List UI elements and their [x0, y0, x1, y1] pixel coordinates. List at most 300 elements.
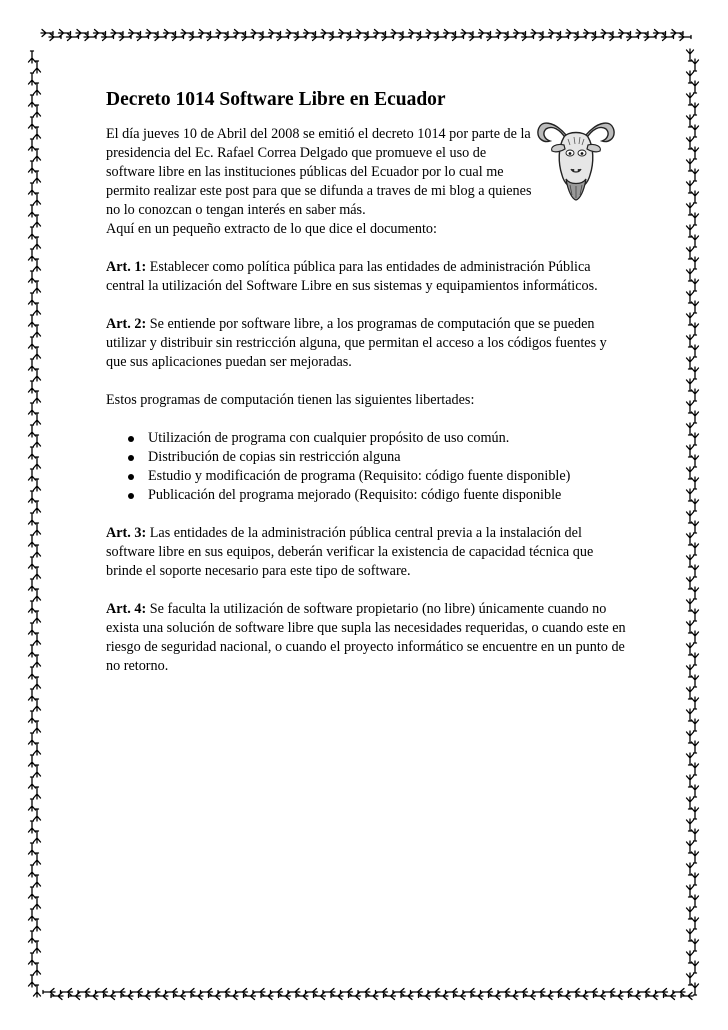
bird-track-icon: [621, 989, 633, 996]
article-label: Art. 2:: [106, 316, 147, 332]
border-left: [29, 51, 41, 997]
bird-track-icon: [321, 30, 333, 37]
bird-track-icon: [29, 491, 36, 503]
bird-track-icon: [692, 587, 699, 599]
bird-track-icon: [288, 989, 300, 996]
bird-track-icon: [356, 30, 368, 37]
bird-track-icon: [654, 30, 666, 37]
bird-track-icon: [687, 335, 694, 347]
bird-track-icon: [692, 939, 699, 951]
bird-track-icon: [286, 30, 298, 37]
bird-track-icon: [687, 885, 694, 897]
bird-track-icon: [34, 171, 41, 183]
bird-track-icon: [139, 993, 151, 1000]
bird-track-icon: [358, 989, 370, 996]
bird-track-icon: [349, 993, 361, 1000]
bird-track-icon: [454, 993, 466, 1000]
bird-track-icon: [428, 989, 440, 996]
list-item-text: Utilización de programa con cualquier propósito de uso común.: [148, 430, 510, 446]
bird-track-icon: [29, 139, 36, 151]
bird-track-icon: [444, 30, 456, 37]
document-body: [106, 88, 626, 695]
bird-track-icon: [279, 993, 291, 1000]
bird-track-icon: [391, 30, 403, 37]
bird-track-icon: [463, 989, 475, 996]
bird-track-icon: [692, 191, 699, 203]
extract-intro: Aquí en un pequeño extracto de lo que dice el documento:: [106, 221, 437, 237]
bird-track-icon: [687, 181, 694, 193]
bird-track-icon: [174, 993, 186, 1000]
bird-track-icon: [687, 159, 694, 171]
border-bottom: [43, 989, 693, 1000]
bird-track-icon: [339, 30, 351, 37]
bird-track-icon: [603, 989, 615, 996]
bird-track-icon: [692, 455, 699, 467]
intro-paragraph: El día jueves 10 de Abril del 2008 se emitió el decreto 1014 por parte de la presidencia del Ec. Rafael Correa Delgado que promueve el uso de software libre en las instituciones públicas del Ecuador por lo cual me permito realizar este post para que se difunda a traves de mi blog a quienes no lo conozcan o tengan interés en saber más.: [106, 126, 532, 218]
bird-track-icon: [226, 993, 238, 1000]
bird-track-icon: [687, 357, 694, 369]
bird-track-icon: [29, 51, 36, 63]
bird-track-icon: [244, 993, 256, 1000]
bird-track-icon: [29, 315, 36, 327]
bird-track-icon: [34, 281, 41, 293]
bird-track-icon: [218, 989, 230, 996]
bird-track-icon: [436, 993, 448, 1000]
freedoms-intro: Estos programas de computación tienen las siguientes libertades:: [106, 392, 475, 408]
bird-track-icon: [533, 989, 545, 996]
bird-track-icon: [687, 71, 694, 83]
bird-track-icon: [306, 989, 318, 996]
bird-track-icon: [209, 993, 221, 1000]
bird-track-icon: [687, 467, 694, 479]
bird-track-icon: [687, 841, 694, 853]
bird-track-icon: [96, 989, 108, 996]
bird-track-icon: [34, 545, 41, 557]
bird-track-icon: [29, 469, 36, 481]
bird-track-icon: [34, 193, 41, 205]
bird-track-icon: [489, 993, 501, 1000]
bird-track-icon: [201, 989, 213, 996]
bird-track-icon: [61, 989, 73, 996]
bird-track-icon: [692, 147, 699, 159]
bird-track-icon: [687, 115, 694, 127]
bird-track-icon: [29, 667, 36, 679]
bird-track-icon: [166, 989, 178, 996]
intro-section: [106, 125, 626, 220]
bird-track-icon: [304, 30, 316, 37]
bird-track-icon: [687, 247, 694, 259]
article-4: [106, 600, 626, 676]
bullet-icon: [128, 493, 134, 499]
bird-track-icon: [692, 829, 699, 841]
bird-track-icon: [692, 235, 699, 247]
bird-track-icon: [471, 993, 483, 1000]
border-top: [41, 30, 691, 41]
bird-track-icon: [687, 379, 694, 391]
bird-track-icon: [29, 689, 36, 701]
bird-track-icon: [636, 30, 648, 37]
bird-track-icon: [331, 993, 343, 1000]
bird-track-icon: [692, 917, 699, 929]
bird-track-icon: [29, 843, 36, 855]
bird-track-icon: [374, 30, 386, 37]
bird-track-icon: [34, 655, 41, 667]
bird-track-icon: [34, 435, 41, 447]
list-item: [128, 486, 626, 505]
bullet-icon: [128, 436, 134, 442]
bird-track-icon: [113, 989, 125, 996]
bird-track-icon: [69, 993, 81, 1000]
bird-track-icon: [673, 989, 685, 996]
bird-track-icon: [692, 499, 699, 511]
bird-track-icon: [29, 425, 36, 437]
bird-track-icon: [261, 993, 273, 1000]
bird-track-icon: [692, 257, 699, 269]
bird-track-icon: [692, 169, 699, 181]
bird-track-icon: [29, 953, 36, 965]
bird-track-icon: [687, 775, 694, 787]
bird-track-icon: [34, 985, 41, 997]
bird-track-icon: [183, 989, 195, 996]
bird-track-icon: [687, 797, 694, 809]
bird-track-icon: [629, 993, 641, 1000]
bird-track-icon: [34, 567, 41, 579]
bird-track-icon: [419, 993, 431, 1000]
bird-track-icon: [687, 401, 694, 413]
list-item-text: Publicación del programa mejorado (Requisito: código fuente disponible: [148, 487, 562, 503]
bird-track-icon: [29, 95, 36, 107]
bird-track-icon: [251, 30, 263, 37]
bird-track-icon: [29, 337, 36, 349]
bird-track-icon: [34, 831, 41, 843]
border-right: [687, 49, 699, 995]
article-text: Se faculta la utilización de software propietario (no libre) únicamente cuando no exista una solución de software libre que supla las necesidades requeridas, o cuando este en riesgo de seguridad nacional, o cuando el proyecto informático se encuentre en un punto de no retorno.: [106, 601, 626, 674]
bird-track-icon: [34, 523, 41, 535]
bird-track-icon: [29, 227, 36, 239]
bird-track-icon: [679, 34, 691, 41]
bird-track-icon: [29, 535, 36, 547]
bird-track-icon: [687, 577, 694, 589]
bird-track-icon: [129, 30, 141, 37]
article-label: Art. 4:: [106, 601, 147, 617]
bird-track-icon: [29, 579, 36, 591]
bird-track-icon: [34, 809, 41, 821]
bird-track-icon: [692, 961, 699, 973]
bird-track-icon: [34, 61, 41, 73]
bird-track-icon: [687, 665, 694, 677]
bird-track-icon: [692, 895, 699, 907]
bird-track-icon: [671, 30, 683, 37]
bird-track-icon: [104, 993, 116, 1000]
bird-track-icon: [461, 30, 473, 37]
list-item-text: Estudio y modificación de programa (Requisito: código fuente disponible): [148, 468, 571, 484]
bird-track-icon: [34, 787, 41, 799]
bird-track-icon: [692, 807, 699, 819]
bird-track-icon: [29, 359, 36, 371]
bird-track-icon: [156, 993, 168, 1000]
bird-track-icon: [216, 30, 228, 37]
bird-track-icon: [692, 873, 699, 885]
bird-track-icon: [29, 183, 36, 195]
bird-track-icon: [506, 993, 518, 1000]
bird-track-icon: [687, 731, 694, 743]
article-label: Art. 3:: [106, 525, 147, 541]
bird-track-icon: [692, 675, 699, 687]
bird-track-icon: [498, 989, 510, 996]
bird-track-icon: [41, 30, 53, 37]
bird-track-icon: [181, 30, 193, 37]
bird-track-icon: [687, 269, 694, 281]
bird-track-icon: [34, 149, 41, 161]
bird-track-icon: [131, 989, 143, 996]
bird-track-icon: [692, 389, 699, 401]
bird-track-icon: [164, 30, 176, 37]
bird-track-icon: [384, 993, 396, 1000]
bird-track-icon: [687, 49, 694, 61]
bird-track-icon: [446, 989, 458, 996]
bird-track-icon: [692, 411, 699, 423]
bird-track-icon: [29, 711, 36, 723]
bird-track-icon: [94, 30, 106, 37]
bird-track-icon: [29, 403, 36, 415]
bullet-icon: [128, 474, 134, 480]
bird-track-icon: [692, 213, 699, 225]
bird-track-icon: [692, 323, 699, 335]
article-2: [106, 315, 626, 372]
bird-track-icon: [34, 941, 41, 953]
bird-track-icon: [646, 993, 658, 1000]
bird-track-icon: [531, 30, 543, 37]
bird-track-icon: [29, 975, 36, 987]
bird-track-icon: [34, 237, 41, 249]
bird-track-icon: [426, 30, 438, 37]
bird-track-icon: [559, 993, 571, 1000]
gnu-head-icon: [536, 113, 616, 201]
bird-track-icon: [269, 30, 281, 37]
bullet-icon: [128, 455, 134, 461]
bird-track-icon: [236, 989, 248, 996]
bird-track-icon: [34, 413, 41, 425]
bird-track-icon: [29, 205, 36, 217]
bird-track-icon: [393, 989, 405, 996]
bird-track-icon: [29, 865, 36, 877]
bird-track-icon: [199, 30, 211, 37]
bird-track-icon: [586, 989, 598, 996]
bird-track-icon: [148, 989, 160, 996]
bird-track-icon: [687, 203, 694, 215]
bird-track-icon: [687, 533, 694, 545]
bird-track-icon: [76, 30, 88, 37]
bird-track-icon: [664, 993, 676, 1000]
bird-track-icon: [687, 599, 694, 611]
bird-track-icon: [566, 30, 578, 37]
bird-track-icon: [29, 293, 36, 305]
bird-track-icon: [687, 291, 694, 303]
bird-track-icon: [611, 993, 623, 1000]
bird-track-icon: [341, 989, 353, 996]
bird-track-icon: [687, 973, 694, 985]
bird-track-icon: [692, 565, 699, 577]
article-text: Las entidades de la administración pública central previa a la instalación del software libre en sus equipos, deberán verificar la existencia de capacidad técnica que brinde el soporte necesario para este tipo de software.: [106, 525, 594, 579]
bird-track-icon: [29, 513, 36, 525]
bird-track-icon: [296, 993, 308, 1000]
bird-track-icon: [687, 93, 694, 105]
bird-track-icon: [568, 989, 580, 996]
bird-track-icon: [34, 677, 41, 689]
bird-track-icon: [29, 931, 36, 943]
bird-track-icon: [687, 753, 694, 765]
bird-track-icon: [34, 303, 41, 315]
bird-track-icon: [692, 631, 699, 643]
bird-track-icon: [34, 325, 41, 337]
bird-track-icon: [191, 993, 203, 1000]
bird-track-icon: [692, 851, 699, 863]
bird-track-icon: [34, 215, 41, 227]
bird-track-icon: [323, 989, 335, 996]
bird-track-icon: [29, 909, 36, 921]
bird-track-icon: [29, 73, 36, 85]
article-text: Establecer como política pública para las entidades de administración Pública central la utilización del Software Libre en sus sistemas y equipamientos informáticos.: [106, 259, 598, 294]
bird-track-icon: [594, 993, 606, 1000]
bird-track-icon: [34, 853, 41, 865]
bird-track-icon: [314, 993, 326, 1000]
freedoms-list: [106, 429, 626, 505]
bird-track-icon: [34, 457, 41, 469]
bird-track-icon: [51, 993, 63, 1000]
bird-track-icon: [34, 83, 41, 95]
bird-track-icon: [34, 765, 41, 777]
bird-track-icon: [146, 30, 158, 37]
bird-track-icon: [78, 989, 90, 996]
bird-track-icon: [29, 645, 36, 657]
bird-track-icon: [692, 697, 699, 709]
bird-track-icon: [692, 301, 699, 313]
bird-track-icon: [687, 951, 694, 963]
bird-track-icon: [514, 30, 526, 37]
bird-track-icon: [687, 137, 694, 149]
bird-track-icon: [411, 989, 423, 996]
bird-track-icon: [29, 821, 36, 833]
bird-track-icon: [692, 609, 699, 621]
bird-track-icon: [29, 271, 36, 283]
bird-track-icon: [481, 989, 493, 996]
bird-track-icon: [692, 345, 699, 357]
bird-track-icon: [687, 709, 694, 721]
bird-track-icon: [366, 993, 378, 1000]
bird-track-icon: [34, 633, 41, 645]
bird-track-icon: [496, 30, 508, 37]
list-item: [128, 448, 626, 467]
bird-track-icon: [34, 743, 41, 755]
bird-track-icon: [692, 477, 699, 489]
bird-track-icon: [549, 30, 561, 37]
list-item: [128, 429, 626, 448]
bird-track-icon: [584, 30, 596, 37]
bird-track-icon: [34, 919, 41, 931]
bird-track-icon: [687, 445, 694, 457]
bird-track-icon: [86, 993, 98, 1000]
bird-track-icon: [34, 611, 41, 623]
bird-track-icon: [687, 313, 694, 325]
bird-track-icon: [692, 103, 699, 115]
bird-track-icon: [692, 81, 699, 93]
bird-track-icon: [111, 30, 123, 37]
article-label: Art. 1:: [106, 259, 147, 275]
bird-track-icon: [29, 601, 36, 613]
bird-track-icon: [692, 719, 699, 731]
bird-track-icon: [687, 489, 694, 501]
bird-track-icon: [34, 897, 41, 909]
bird-track-icon: [681, 993, 693, 1000]
bird-track-icon: [29, 557, 36, 569]
bird-track-icon: [687, 225, 694, 237]
bird-track-icon: [29, 249, 36, 261]
article-3: [106, 524, 626, 581]
bird-track-icon: [376, 989, 388, 996]
bird-track-icon: [516, 989, 528, 996]
bird-track-icon: [29, 733, 36, 745]
bird-track-icon: [29, 799, 36, 811]
bird-track-icon: [601, 30, 613, 37]
bird-track-icon: [29, 447, 36, 459]
bird-track-icon: [687, 643, 694, 655]
bird-track-icon: [692, 983, 699, 995]
bird-track-icon: [34, 589, 41, 601]
bird-track-icon: [34, 721, 41, 733]
bird-track-icon: [34, 391, 41, 403]
bird-track-icon: [34, 369, 41, 381]
bird-track-icon: [687, 555, 694, 567]
bird-track-icon: [638, 989, 650, 996]
bird-track-icon: [687, 423, 694, 435]
bird-track-icon: [34, 105, 41, 117]
list-item: [128, 467, 626, 486]
bird-track-icon: [401, 993, 413, 1000]
bird-track-icon: [409, 30, 421, 37]
bird-track-icon: [692, 521, 699, 533]
bird-track-icon: [34, 963, 41, 975]
bird-track-icon: [29, 755, 36, 767]
bird-track-icon: [692, 125, 699, 137]
bird-track-icon: [29, 777, 36, 789]
document-title: Decreto 1014 Software Libre en Ecuador: [106, 89, 446, 110]
bird-track-icon: [687, 929, 694, 941]
bird-track-icon: [687, 621, 694, 633]
bird-track-icon: [692, 653, 699, 665]
bird-track-icon: [29, 117, 36, 129]
bird-track-icon: [692, 763, 699, 775]
bird-track-icon: [692, 367, 699, 379]
bird-track-icon: [34, 127, 41, 139]
bird-track-icon: [479, 30, 491, 37]
bird-track-icon: [234, 30, 246, 37]
bird-track-icon: [253, 989, 265, 996]
bird-track-icon: [43, 989, 55, 996]
bird-track-icon: [34, 699, 41, 711]
bird-track-icon: [271, 989, 283, 996]
article-text: Se entiende por software libre, a los programas de computación que se pueden utilizar y distribuir sin restricción alguna, que permitan el acceso a los códigos fuentes y que sus aplicaciones puedan ser mejoradas.: [106, 316, 607, 370]
bird-track-icon: [687, 511, 694, 523]
article-1: [106, 258, 626, 296]
bird-track-icon: [692, 279, 699, 291]
bird-track-icon: [121, 993, 133, 1000]
bird-track-icon: [34, 479, 41, 491]
bird-track-icon: [29, 161, 36, 173]
bird-track-icon: [34, 259, 41, 271]
bird-track-icon: [692, 433, 699, 445]
bird-track-icon: [692, 59, 699, 71]
bird-track-icon: [29, 381, 36, 393]
